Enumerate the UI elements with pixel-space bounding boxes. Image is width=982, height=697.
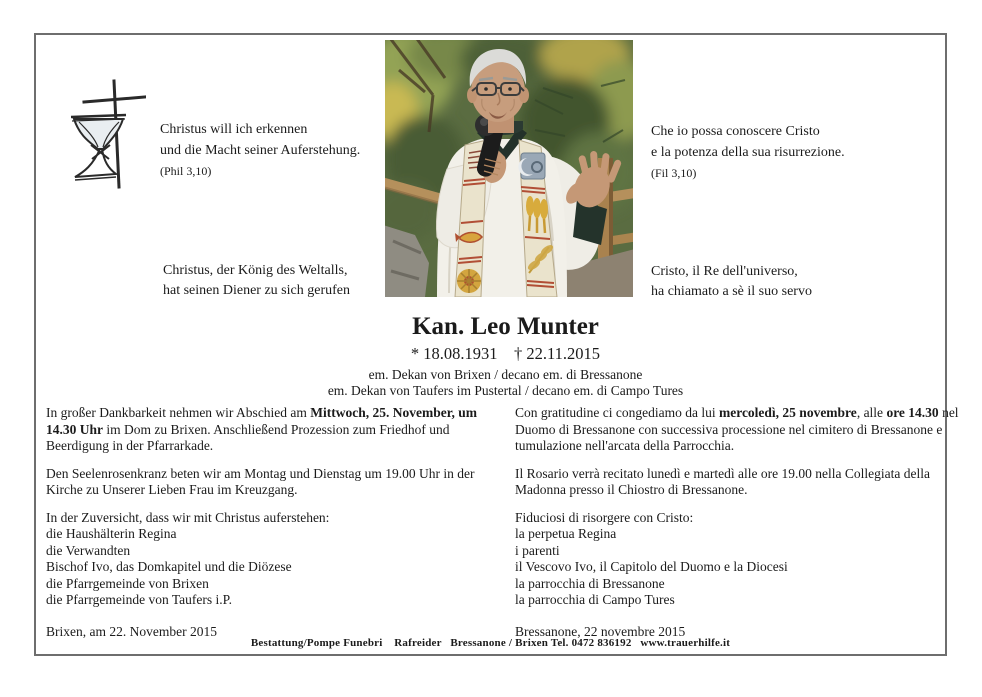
quote-line: Christus will ich erkennen [160,122,308,137]
quote-italian-bottom [651,262,812,302]
quote-italian-top [651,121,845,184]
quote-reference: (Fil 3,10) [651,166,697,180]
quote-line: Cristo, il Re dell'universo, [651,264,798,279]
mourner-item: die Haushälterin Regina [46,526,177,541]
quote-line: hat seinen Diener zu sich gerufen [163,283,350,298]
mourner-item: Bischof Ivo, das Domkapitel und die Diözese [46,559,292,574]
mourner-item: i parenti [515,542,560,558]
cross-chalice-icon [62,79,146,191]
mourner-item: la parrocchia di Bressanone [515,575,665,591]
mourners-intro: Fiduciosi di risorgere con Cristo: [515,509,694,525]
deceased-title-line2: em. Dekan von Taufers im Pustertal / decano em. di Campo Tures [327,383,684,398]
deceased-photo [385,40,633,297]
dateline-it: Bressanone, 22 novembre 2015 [515,623,686,639]
deceased-header [66,312,945,399]
rosary-announcement-it: Il Rosario verrà recitato lunedì e martedì alle ore 19.00 nella Collegiata della Madonna presso il Chiostro di Bressanone. [515,465,930,497]
quote-german-bottom [163,261,350,301]
quote-line: ha chiamato a sè il suo servo [651,284,812,299]
italian-text-column [515,405,965,640]
quote-german-top [160,119,360,182]
quote-line: und die Macht seiner Auferstehung. [160,143,361,158]
funeral-announcement-it: Con gratitudine ci congediamo da lui mercoledì, 25 novembre, alle ore 14.30 nel Duomo di Bressanone con successiva processione nel cimitero di Bressanone e tumulazione nell'arcata della Parrocchia. [515,405,959,453]
mourner-item: die Verwandten [46,542,131,558]
mourner-item: die Pfarrgemeinde von Taufers i.P. [46,592,233,607]
quote-line: Che io possa conoscere Cristo [651,124,820,139]
mourners-intro: In der Zuversicht, dass wir mit Christus auferstehen: [46,509,330,525]
dateline-de: Brixen, am 22. November 2015 [46,623,217,639]
quote-reference: (Phil 3,10) [160,164,212,178]
mourners-list-de [46,510,488,609]
mourner-item: die Pfarrgemeinde von Brixen [46,575,209,591]
mourner-item: la parrocchia di Campo Tures [515,592,675,607]
funeral-announcement-de: In großer Dankbarkeit nehmen wir Abschied am Mittwoch, 25. November, um 14.30 Uhr im Dom zu Brixen. Anschließend Prozession zum Friedhof und Beerdigung in der Pfarrarkade. [46,405,478,453]
german-text-column [46,405,488,640]
mourner-item: la perpetua Regina [515,526,617,541]
mourner-item: il Vescovo Ivo, il Capitolo del Duomo e la Diocesi [515,559,788,574]
deceased-title-line1: em. Dekan von Brixen / decano em. di Bressanone [368,367,643,382]
rosary-announcement-de: Den Seelenrosenkranz beten wir am Montag und Dienstag um 19.00 Uhr in der Kirche zu Unserer Lieben Frau im Kreuzgang. [46,465,475,497]
quote-line: e la potenza della sua risurrezione. [651,145,845,160]
footer-funeral-home: Bestattung/Pompe Funebri Rafreider Bressanone / Brixen Tel. 0472 836192 www.trauerhilfe.it [250,637,731,649]
birth-death-dates: * 18.08.1931 † 22.11.2015 [410,344,601,363]
mourners-list-it [515,510,965,609]
quote-line: Christus, der König des Weltalls, [163,263,348,278]
memorial-card [34,33,959,656]
deceased-name: Kan. Leo Munter [412,313,599,340]
